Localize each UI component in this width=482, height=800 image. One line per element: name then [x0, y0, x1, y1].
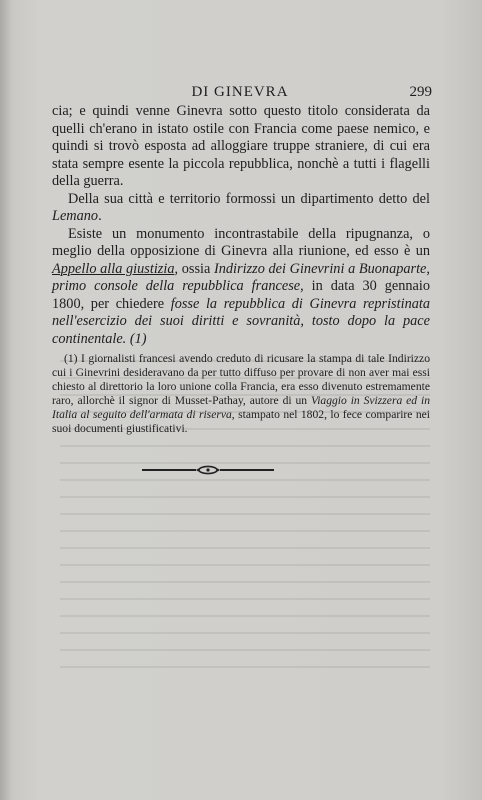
request-quote: fosse la repubblica di Ginevra repristinata nell'esercizio dei suoi diritti e sovranità, tosto dopo la pace continentale. (1)	[52, 295, 430, 347]
footnote-1: (1) I giornalisti francesi avendo creduto di ricusare la stampa di tale Indirizzo cui i Ginevrini desideravano da per tutto diffuso per provare di non aver mai essi chiesto al direttorio la loro unione colla Francia, era esso divenuto estremamente raro, allorchè il signor di Musset-Pathay, autore di un Viaggio in Svizzera ed in Italia al seguito dell'armata di riserva, stampato nel 1802, lo fece comparire nei suoi documenti giustificativi.	[52, 352, 430, 435]
main-text	[52, 103, 430, 348]
appello-title: Appello alla giustizia	[52, 260, 175, 277]
paragraph-3: Esiste un monumento incontrastabile della ripugnanza, o meglio della opposizione di Ginevra alla riunione, ed esso è un Appello alla giustizia, ossia Indirizzo dei Ginevrini a Buonaparte, primo console della repubblica francese, in data 30 gennaio 1800, per chiedere fosse la repubblica di Ginevra repristinata nell'esercizio dei suoi diritti e sovranità, tosto dopo la pace continentale. (1)	[52, 225, 431, 347]
paragraph-1: cia; e quindi venne Ginevra sotto questo titolo considerata da quelli ch'erano in istato ostile con Francia come paese nemico, e quindi si trovò esposta ad alloggiare truppe straniere, di cui era stata sempre esente la piccola repubblica, nonchè a tutti i flagelli della guerra.	[52, 103, 430, 189]
page-header	[48, 84, 432, 102]
running-title: DI GINEVRA	[191, 84, 289, 100]
viaggio-title: Viaggio in Svizzera ed in Italia al seguito dell'armata di riserva	[52, 394, 430, 421]
page-number: 299	[409, 84, 432, 100]
lemano-italic: Lemano	[52, 208, 99, 224]
tailpiece-ornament-icon	[140, 465, 276, 475]
footnote	[52, 352, 430, 436]
indirizzo-title: Indirizzo dei Ginevrini a Buonaparte, primo console della repubblica francese	[52, 260, 430, 294]
paragraph-2: Della sua città e territorio formossi un dipartimento detto del Lemano.	[52, 190, 430, 224]
